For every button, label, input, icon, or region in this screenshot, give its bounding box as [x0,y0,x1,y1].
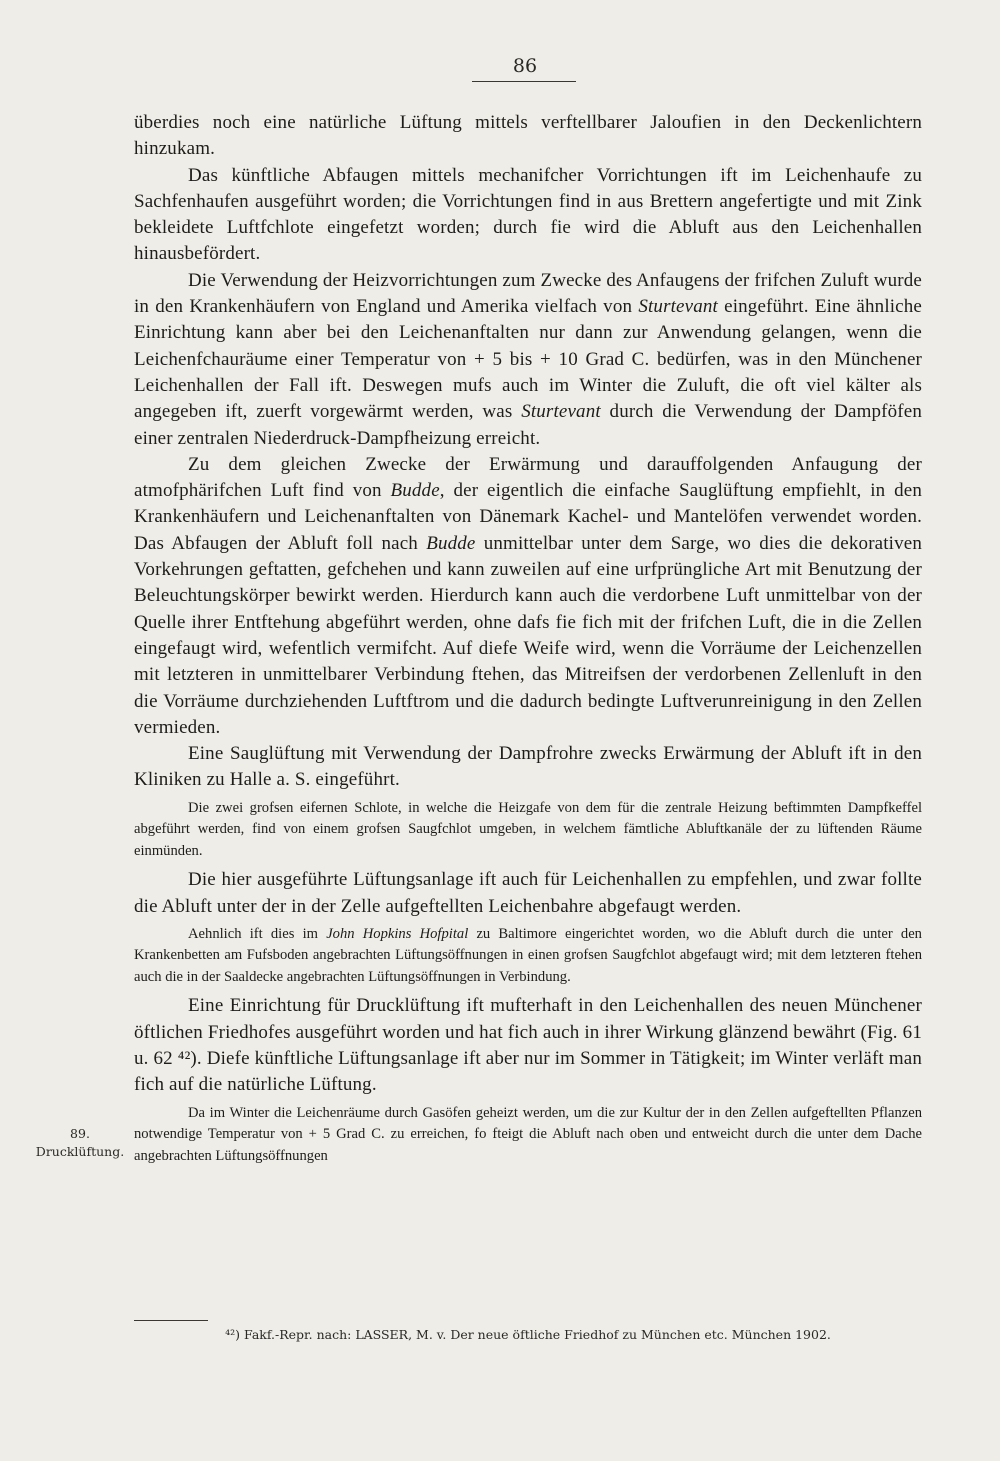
paragraph-4 [134,452,922,741]
paragraph-2: Das künftliche Abfaugen mittels mechanifcher Vorrichtungen ift im Leichenhaufe zu Sachfenhaufen ausgeführt worden; die Vorrichtungen find in aus Brettern angefertigte und mit Zink bekleidete Luftfchlote eingefetzt worden; durch fie wird die Abluft aus den Leichenhallen hinausbefördert. [134,164,922,265]
small-paragraph-2 [134,924,922,989]
paragraph-4-text-c: unmittelbar unter dem Sarge, wo dies die dekorativen Vorkehrungen geftatten, gefchehen und kann zuweilen auf eine urfprüngliche Art mit Benutzung der Beleuchtungskörper bewirkt werden. Hierdurch kann auch die verdorbene Luft unmittelbar von der Quelle ihrer Entftehung abgeführt werden, ohne dafs fie fich mit der frifchen Luft, die in die Zellen eingefaugt wird, wefentlich vermifcht. Auf diefe Weife wird, wenn die Vorräume der Leichenzellen mit letzteren in unmittelbarer Verbindung ftehen, das Mitreifsen der verdorbenen Zellenluft in den die Vorräume durchziehenden Luftftrom und die dadurch bedingte Luftverunreinigung in den Zellen vermieden. [134,532,922,738]
paragraph-4-text-a: Zu dem gleichen Zwecke der Erwärmung und darauffolgenden Anfaugung der atmofphärifchen Luft find von [134,453,922,502]
paragraph-3-text-b: eingeführt. Eine ähnliche Einrichtung kann aber bei den Leichenanftalten nur dann zur Anwendung gelangen, wenn die Leichenfchauräume einer Temperatur von + 5 bis + 10 Grad C. bedürfen, was in den Münchener Leichenhallen der Fall ift. Deswegen mufs auch im Winter die Zuluft, die oft viel kälter als angegeben ift, zuerft vorgewärmt werden, was [134,296,922,423]
author-name-budde: Budde [426,532,476,554]
page-number: 86 [512,55,538,77]
paragraph-5: Eine Sauglüftung mit Verwendung der Dampfrohre zwecks Erwärmung der Abluft ift in den Kliniken zu Halle a. S. eingeführt. [134,743,922,791]
page-number-rule [472,81,576,82]
small-paragraph-3: Da im Winter die Leichenräume durch Gasöfen geheizt werden, um die zur Kultur der in den Zellen aufgeftellten Pflanzen notwendige Temperatur von + 5 Grad C. zu erreichen, fo fteigt die Abluft nach oben und entweicht durch die unter dem Dache angebrachten Lüftungsöffnungen [134,1104,922,1164]
author-name-budde: Budde [390,480,440,502]
paragraph-3-text-a: Die Verwendung der Heizvorrichtungen zum Zwecke des Anfaugens der frifchen Zuluft wurde in den Krankenhäufern von England und Amerika vielfach von [134,269,922,318]
margin-note-number: 89. [70,1126,90,1141]
footnote: ⁴²) Fakf.-Repr. nach: LASSER, M. v. Der neue öftliche Friedhof zu München etc. München 1902. [225,1327,831,1342]
main-text [134,110,922,1167]
author-name-sturtevant: Sturtevant [638,296,718,318]
small-paragraph-2-text-b: zu Baltimore eingerichtet worden, wo die Abluft durch die unter den Krankenbetten am Fufsboden angebrachten Lüftungsöffnungen in einen grofsen Saugfchlot abgefaugt wird; mit dem letzteren ftehen auch die in der Saaldecke angebrachten Lüftungsöffnungen in Verbindung. [134,925,922,985]
hospital-name: John Hopkins Hofpital [326,925,469,942]
paragraph-1: überdies noch eine natürliche Lüftung mittels verftellbarer Jaloufien in den Deckenlichtern hinzukam. [134,112,922,160]
small-paragraph-2-text-a: Aehnlich ift dies im [188,925,327,942]
paragraph-3-text-c: durch die Verwendung der Dampföfen einer zentralen Niederdruck-Dampfheizung erreicht. [134,401,922,449]
paragraph-7: Eine Einrichtung für Drucklüftung ift mufterhaft in den Leichenhallen des neuen Münchener öftlichen Friedhofes ausgeführt worden und hat fich auch in ihrer Wirkung glänzend bewährt (Fig. 61 u. 62 ⁴²). Diefe künftliche Lüftungsanlage ift aber nur im Sommer in Tätigkeit; im Winter verläft man fich auf die natürliche Lüftung. [134,995,922,1096]
footnote-rule [134,1320,208,1321]
margin-note [30,1125,130,1161]
paragraph-3 [134,268,922,452]
paragraph-6: Die hier ausgeführte Lüftungsanlage ift auch für Leichenhallen zu empfehlen, und zwar follte die Abluft unter der in der Zelle aufgeftellten Leichenbahre abgefaugt werden. [134,869,922,917]
author-name-sturtevant: Sturtevant [521,401,601,423]
small-paragraph-1: Die zwei grofsen eifernen Schlote, in welche die Heizgafe von dem für die zentrale Heizung beftimmten Dampfkeffel abgeführt werden, find von einem grofsen Saugfchlot umgeben, in welchem fämtliche Abluftkanäle der zu lüftenden Räume einmünden. [134,799,922,859]
paragraph-4-text-b: , der eigentlich die einfache Sauglüftung empfiehlt, in den Krankenhäufern und Leichenanftalten von Dänemark Kachel- und Mantelöfen verwendet worden. Das Abfaugen der Abluft foll nach [134,480,922,554]
margin-note-label: Drucklüftung. [35,1144,125,1159]
